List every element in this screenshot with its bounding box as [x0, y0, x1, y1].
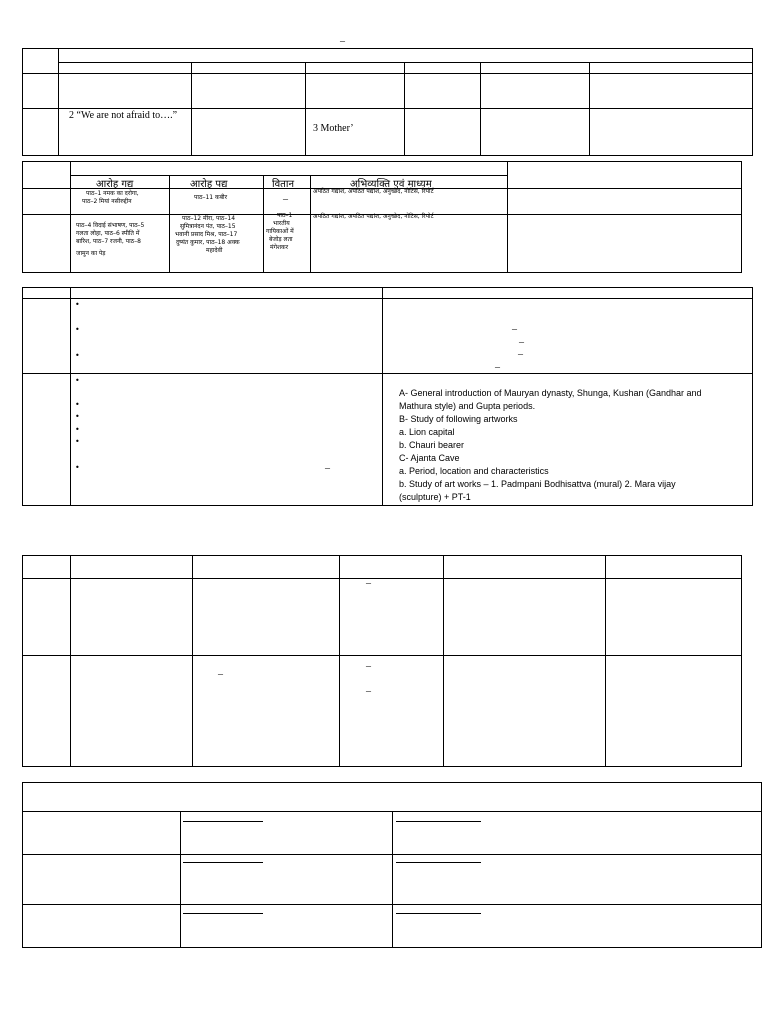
blank-line — [183, 821, 263, 822]
english-table-divider — [58, 48, 59, 156]
english-cell-afraid: 2 “We are not afraid to….” — [69, 110, 178, 121]
english-table-divider — [404, 62, 405, 156]
row2-padya-line: पाठ–12 मीरा, पाठ–14 — [182, 215, 236, 222]
bullet: • — [75, 400, 80, 409]
row2-padya-line: दुष्यंत कुमार, पाठ–18 अक्क — [176, 239, 240, 246]
dash-mark: – — [495, 362, 500, 373]
art-line: b. Study of art works – 1. Padmpani Bodhisattva (mural) 2. Mara vijay — [399, 479, 676, 489]
english-table-divider — [58, 62, 753, 63]
art-line: a. Lion capital — [399, 427, 455, 437]
table-four-border — [22, 555, 742, 767]
header-abhivyakti: अभिव्यक्ति एवं माध्यम — [350, 179, 432, 190]
hindi-table-divider — [70, 161, 71, 273]
art-line: (sculpture) + PT-1 — [399, 492, 471, 502]
row2-vitan-line: भारतीय — [273, 220, 290, 227]
row2-gadya-line: जामुन का पेड़ — [76, 250, 106, 257]
row1-padya: पाठ–11 कबीर — [194, 194, 228, 201]
table-four-divider — [443, 555, 444, 767]
row2-vitan-line: मंगेशकर — [270, 244, 289, 251]
hindi-table-divider — [263, 175, 264, 273]
row2-padya-line: भवानी प्रसाद मिश्र, पाठ–17 — [175, 231, 238, 238]
row2-padya-line: सुमित्रानंदन पंत, पाठ–15 — [180, 223, 236, 230]
bullet: • — [75, 351, 80, 360]
english-cell-mother: 3 Mother’ — [313, 123, 354, 134]
hindi-table-divider — [310, 175, 311, 273]
english-table-divider — [22, 73, 753, 74]
dash-mark: – — [325, 463, 330, 474]
row2-gadya-line: पाठ–4 विदाई संभाषण, पाठ–5 — [76, 222, 145, 229]
row1-gadya-line: पाठ–2 मियां नसीरुद्दीन — [82, 198, 132, 205]
art-table-divider — [70, 287, 71, 506]
dash-mark: – — [366, 686, 371, 697]
hindi-table-divider — [507, 161, 508, 273]
english-table-divider — [589, 62, 590, 156]
english-table-divider — [305, 62, 306, 156]
english-table-divider — [480, 62, 481, 156]
art-table-divider — [22, 298, 753, 299]
table-four-divider — [22, 655, 742, 656]
art-table-divider — [382, 287, 383, 506]
blank-line — [396, 862, 481, 863]
row2-gadya-line: बारिश, पाठ–7 रजनी, पाठ–8 — [76, 238, 141, 245]
table-four-divider — [192, 555, 193, 767]
row1-gadya-line: पाठ–1 नमक का दरोगा, — [86, 190, 139, 197]
bullet: • — [75, 300, 80, 309]
blank-line — [396, 913, 481, 914]
blank-line — [396, 821, 481, 822]
art-line: Mathura style) and Gupta periods. — [399, 401, 536, 411]
blank-line — [183, 913, 263, 914]
header-aroh-gadya: आरोह गद्य — [96, 179, 134, 190]
header-vitan: वितान — [272, 179, 294, 190]
row2-vitan-line: बेजोड़ लता — [269, 236, 293, 243]
table-four-divider — [339, 555, 340, 767]
row2-padya-line: महादेवी — [206, 247, 223, 254]
table-five-divider — [392, 811, 393, 948]
row1-vitan: – — [283, 194, 288, 205]
art-line: B- Study of following artworks — [399, 414, 518, 424]
table-four-divider — [70, 555, 71, 767]
row2-vitan-line: पाठ–1 — [277, 212, 293, 219]
table-four-divider — [605, 555, 606, 767]
english-table-divider — [191, 62, 192, 156]
table-five-divider — [180, 811, 181, 948]
blank-line — [183, 862, 263, 863]
art-table-divider — [22, 373, 753, 374]
bullet: • — [75, 325, 80, 334]
header-aroh-padya: आरोह पद्य — [190, 179, 228, 190]
art-line: a. Period, location and characteristics — [399, 466, 549, 476]
dash-mark: – — [218, 669, 223, 680]
bullet: • — [75, 463, 80, 472]
art-line: C- Ajanta Cave — [399, 453, 460, 463]
bullet: • — [75, 425, 80, 434]
hindi-table-divider — [169, 175, 170, 273]
art-line: b. Chauri bearer — [399, 440, 465, 450]
row1-abhivyakti: अपठित गद्यांश, अपठित पद्यांश, अनुच्छेद, नोटिस, रिपोर्ट — [313, 188, 434, 195]
row2-gadya-line: गलता लोहा, पाठ–6 स्पीति में — [76, 230, 140, 237]
dash-mark: – — [366, 661, 371, 672]
table-four-divider — [22, 578, 742, 579]
row2-abhivyakti: अपठित गद्यांश, अपठित पद्यांश, अनुच्छेद, नोटिस, रिपोर्ट — [313, 213, 434, 220]
art-line: A- General introduction of Mauryan dynasty, Shunga, Kushan (Gandhar and — [399, 388, 702, 398]
dash-mark: – — [518, 349, 523, 360]
row2-vitan-line: गायिकाओं में — [266, 228, 294, 235]
dash-mark: – — [519, 337, 524, 348]
english-table-border — [22, 48, 753, 156]
bullet: • — [75, 437, 80, 446]
top-dash: – — [340, 36, 345, 47]
bullet: • — [75, 376, 80, 385]
dash-mark: – — [366, 578, 371, 589]
bullet: • — [75, 412, 80, 421]
dash-mark: – — [512, 324, 517, 335]
english-table-divider — [22, 108, 753, 109]
